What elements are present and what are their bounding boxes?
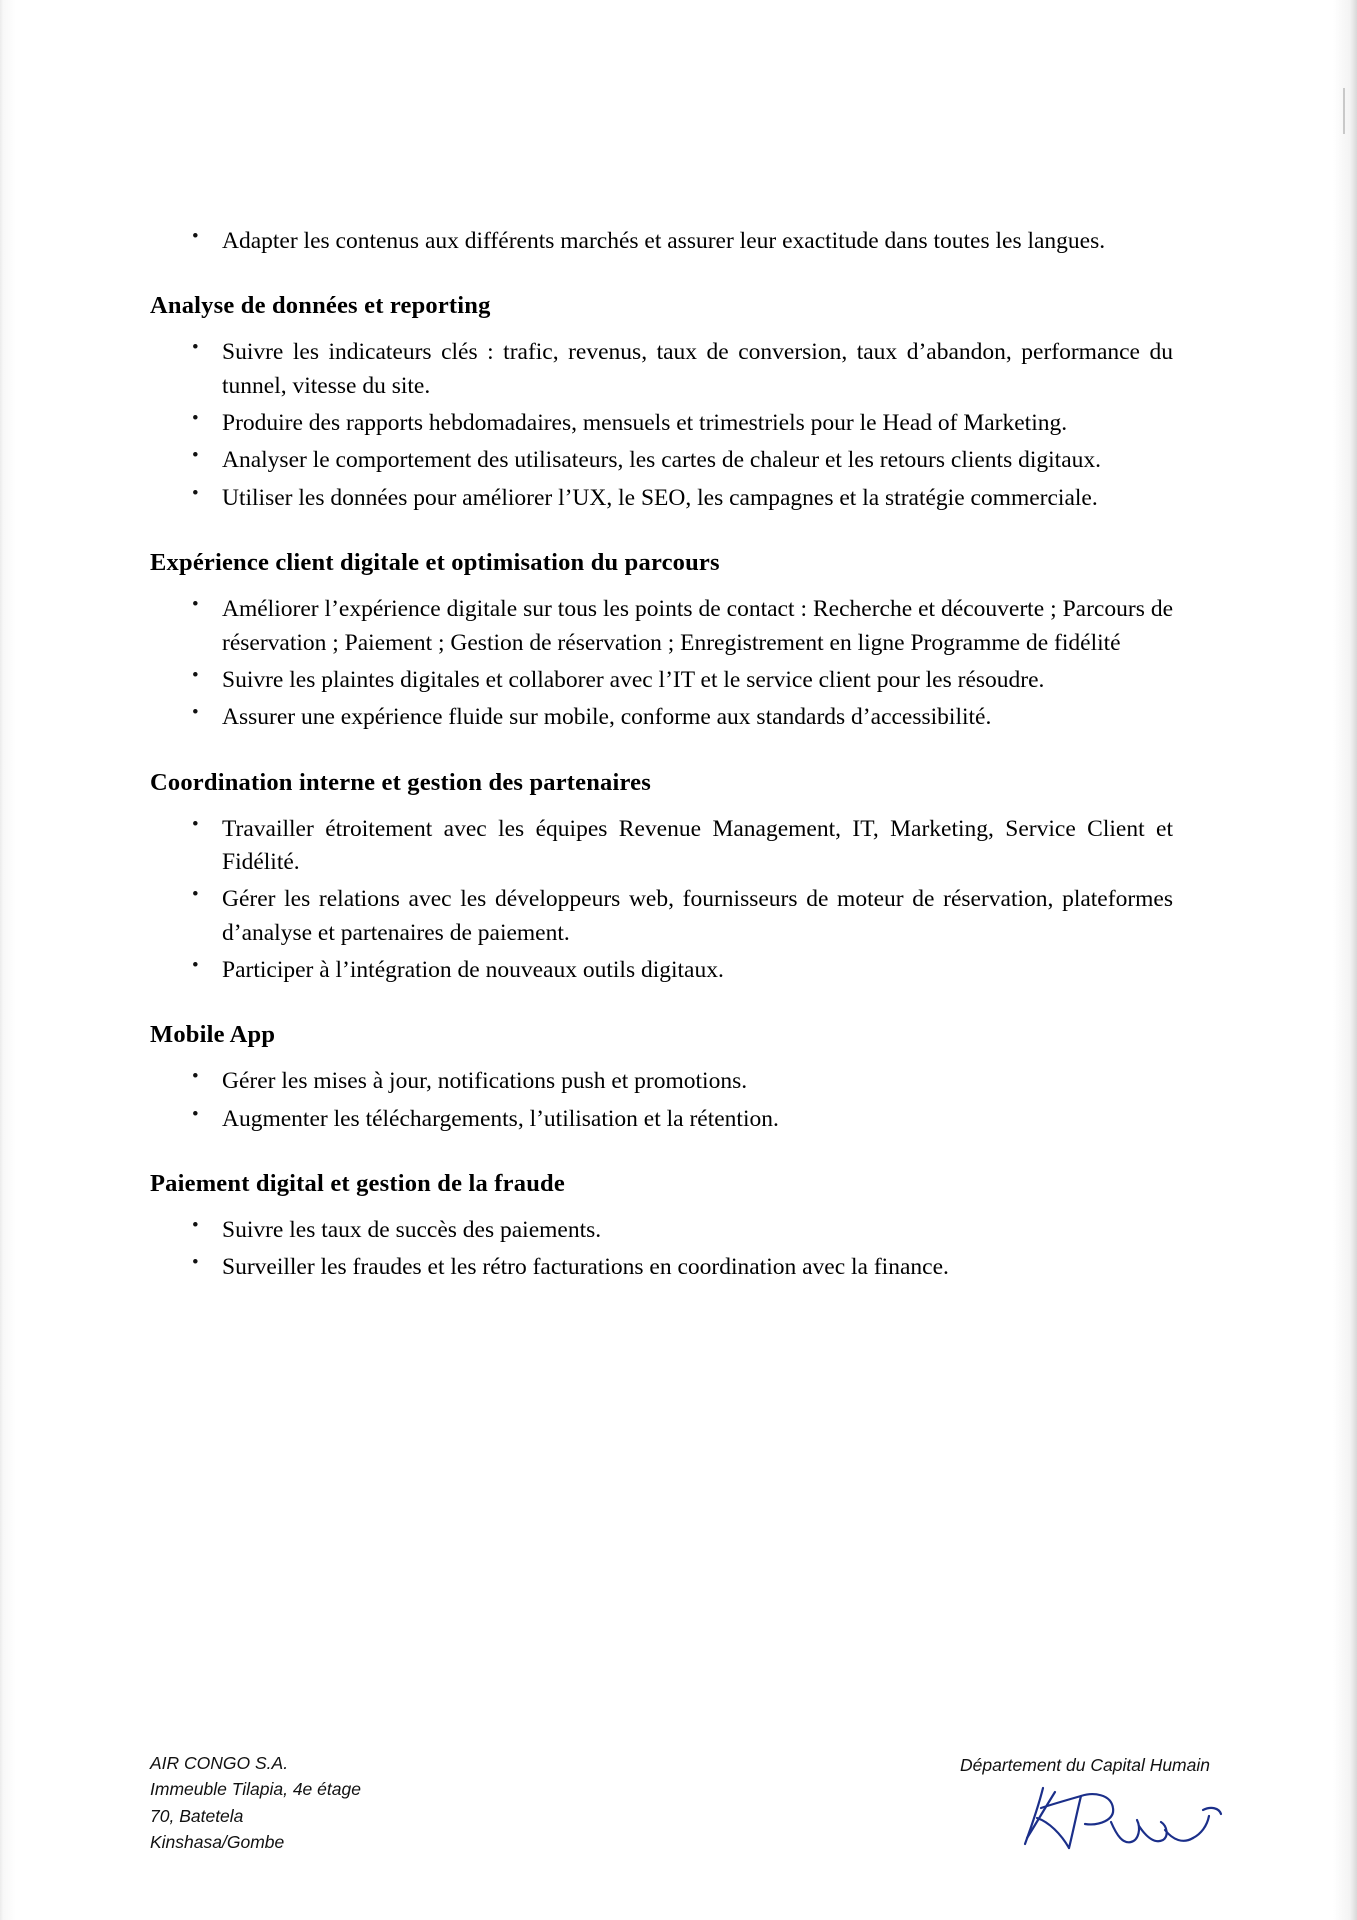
list-item: • Augmenter les téléchargements, l’utilisation et la rétention. [150, 1103, 1185, 1136]
section-heading-mobile-app: Mobile App [150, 1021, 276, 1049]
list-item: • Gérer les relations avec les développeurs web, fournisseurs de moteur de réservation, plateformes d’analyse et partenaires de paiement. [150, 883, 1185, 950]
scan-artifact-mark [1343, 88, 1345, 134]
list-item: • Surveiller les fraudes et les rétro facturations en coordination avec la finance. [150, 1251, 1185, 1284]
section-heading-experience-client-digitale: Expérience client digitale et optimisation du parcours [150, 549, 720, 577]
bullet-list-experience-client-digitale [150, 593, 1185, 734]
top-bullet-list [150, 225, 1185, 258]
list-item: • Suivre les indicateurs clés : trafic, revenus, taux de conversion, taux d’abandon, performance du tunnel, vitesse du site. [150, 336, 1185, 403]
bullet-list-paiement-digital [150, 1214, 1185, 1285]
list-item: • Produire des rapports hebdomadaires, mensuels et trimestriels pour le Head of Marketing. [150, 407, 1185, 440]
list-item: • Analyser le comportement des utilisateurs, les cartes de chaleur et les retours clients digitaux. [150, 444, 1185, 477]
bullet-list-coordination-interne [150, 813, 1185, 988]
list-item: • Gérer les mises à jour, notifications push et promotions. [150, 1065, 1185, 1098]
list-item: • Adapter les contenus aux différents marchés et assurer leur exactitude dans toutes les langues. [150, 225, 1185, 258]
list-item: • Améliorer l’expérience digitale sur tous les points de contact : Recherche et découverte ; Parcours de réservation ; Paiement ; Gestion de réservation ; Enregistrement en ligne Programme de fidélité [150, 593, 1185, 660]
scan-edge-right [1333, 0, 1357, 1920]
document-body [150, 225, 1185, 1289]
footer-address-line-1: Immeuble Tilapia, 4e étage [150, 1779, 361, 1800]
bullet-list-analyse-de-donnees [150, 336, 1185, 515]
list-item: • Travailler étroitement avec les équipes Revenue Management, IT, Marketing, Service Client et Fidélité. [150, 813, 1185, 880]
footer-department: Département du Capital Humain [960, 1755, 1210, 1775]
footer-address-line-3: Kinshasa/Gombe [150, 1831, 285, 1852]
scan-edge-left [0, 0, 16, 1920]
section-heading-analyse-de-donnees: Analyse de données et reporting [150, 292, 491, 320]
list-item: • Participer à l’intégration de nouveaux outils digitaux. [150, 954, 1185, 987]
list-item: • Suivre les taux de succès des paiements. [150, 1214, 1185, 1247]
footer-company-name: AIR CONGO S.A. [150, 1753, 289, 1773]
list-item: • Utiliser les données pour améliorer l’UX, le SEO, les campagnes et la stratégie commerciale. [150, 482, 1185, 515]
section-heading-coordination-interne: Coordination interne et gestion des partenaires [150, 768, 651, 796]
bullet-list-mobile-app [150, 1065, 1185, 1136]
list-item: • Assurer une expérience fluide sur mobile, conforme aux standards d’accessibilité. [150, 701, 1185, 734]
footer-address-line-2: 70, Batetela [150, 1805, 244, 1826]
page-footer [150, 1750, 1210, 1855]
section-heading-paiement-digital: Paiement digital et gestion de la fraude [150, 1170, 565, 1198]
list-item: • Suivre les plaintes digitales et collaborer avec l’IT et le service client pour les résoudre. [150, 664, 1185, 697]
footer-address-block [150, 1750, 670, 1855]
